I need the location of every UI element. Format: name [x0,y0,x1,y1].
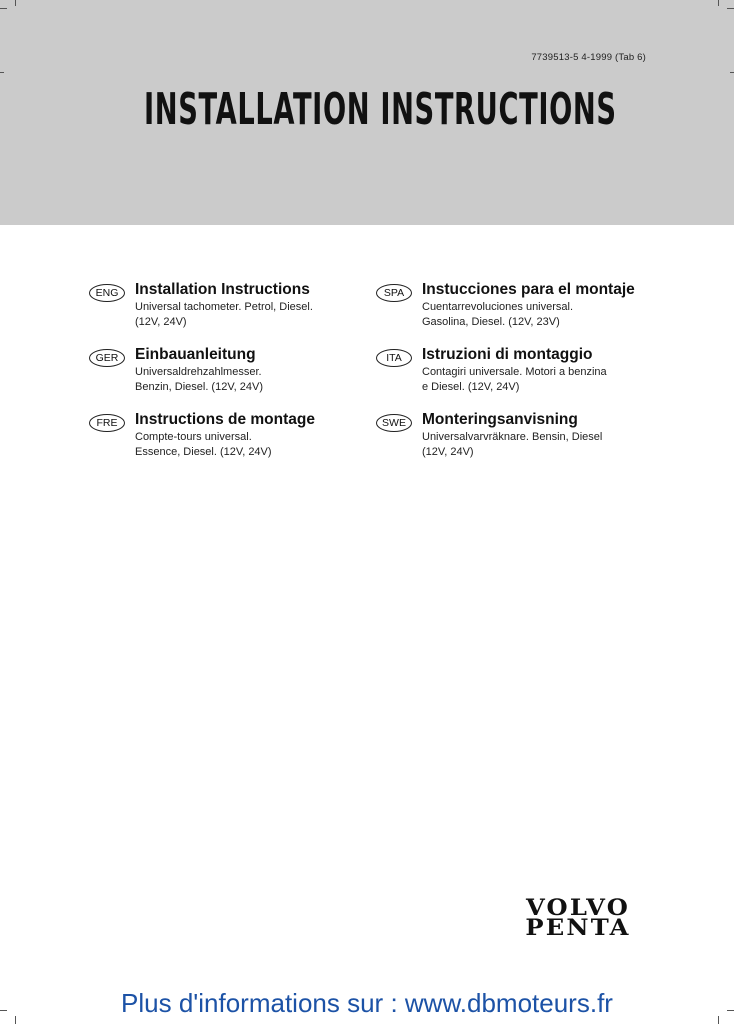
crop-mark [15,0,16,6]
language-code-badge: FRE [89,414,125,432]
language-code-badge: ITA [376,349,412,367]
language-entry-ita [376,345,646,410]
volvo-penta-logo [508,895,648,942]
crop-mark [730,72,734,73]
language-entry-ger [89,345,359,410]
language-heading: Monteringsanvisning [422,411,578,428]
crop-mark [0,72,4,73]
language-description: Universalvarvräknare. Bensin, Diesel [422,431,603,443]
language-heading: Instructions de montage [135,411,315,428]
language-description: Contagiri universale. Motori a benzina [422,366,607,378]
language-description: (12V, 24V) [422,446,474,458]
language-description: Cuentarrevoluciones universal. [422,301,574,313]
language-code-badge: ENG [89,284,125,302]
language-heading: Istruzioni di montaggio [422,346,593,363]
crop-mark [0,8,7,9]
logo-line-penta: PENTA [525,915,631,941]
language-code-badge: GER [89,349,125,367]
language-description: Compte-tours universal. [135,431,252,443]
language-heading: Installation Instructions [135,281,310,298]
logo-line-volvo: VOLVO [525,895,631,921]
document-number: 7739513-5 4-1999 (Tab 6) [531,52,646,63]
language-entry-fre [89,410,359,475]
language-heading: Instucciones para el montaje [422,281,635,298]
language-column-left [89,280,359,475]
language-entry-swe [376,410,646,475]
language-description: Gasolina, Diesel. (12V, 23V) [422,316,560,328]
language-column-right [376,280,646,475]
language-heading: Einbauanleitung [135,346,256,363]
footer-website-link[interactable]: Plus d'informations sur : www.dbmoteurs.fr [121,988,613,1018]
language-entry-eng [89,280,359,345]
crop-mark [718,0,719,6]
crop-mark [727,8,734,9]
language-description: Benzin, Diesel. (12V, 24V) [135,381,263,393]
language-entry-spa [376,280,646,345]
language-description: Universaldrehzahlmesser. [135,366,262,378]
language-code-badge: SWE [376,414,412,432]
language-description: (12V, 24V) [135,316,187,328]
language-description: Universal tachometer. Petrol, Diesel. [135,301,313,313]
language-description: e Diesel. (12V, 24V) [422,381,520,393]
page-title: INSTALLATION INSTRUCTIONS [144,84,617,135]
language-code-badge: SPA [376,284,412,302]
language-description: Essence, Diesel. (12V, 24V) [135,446,272,458]
